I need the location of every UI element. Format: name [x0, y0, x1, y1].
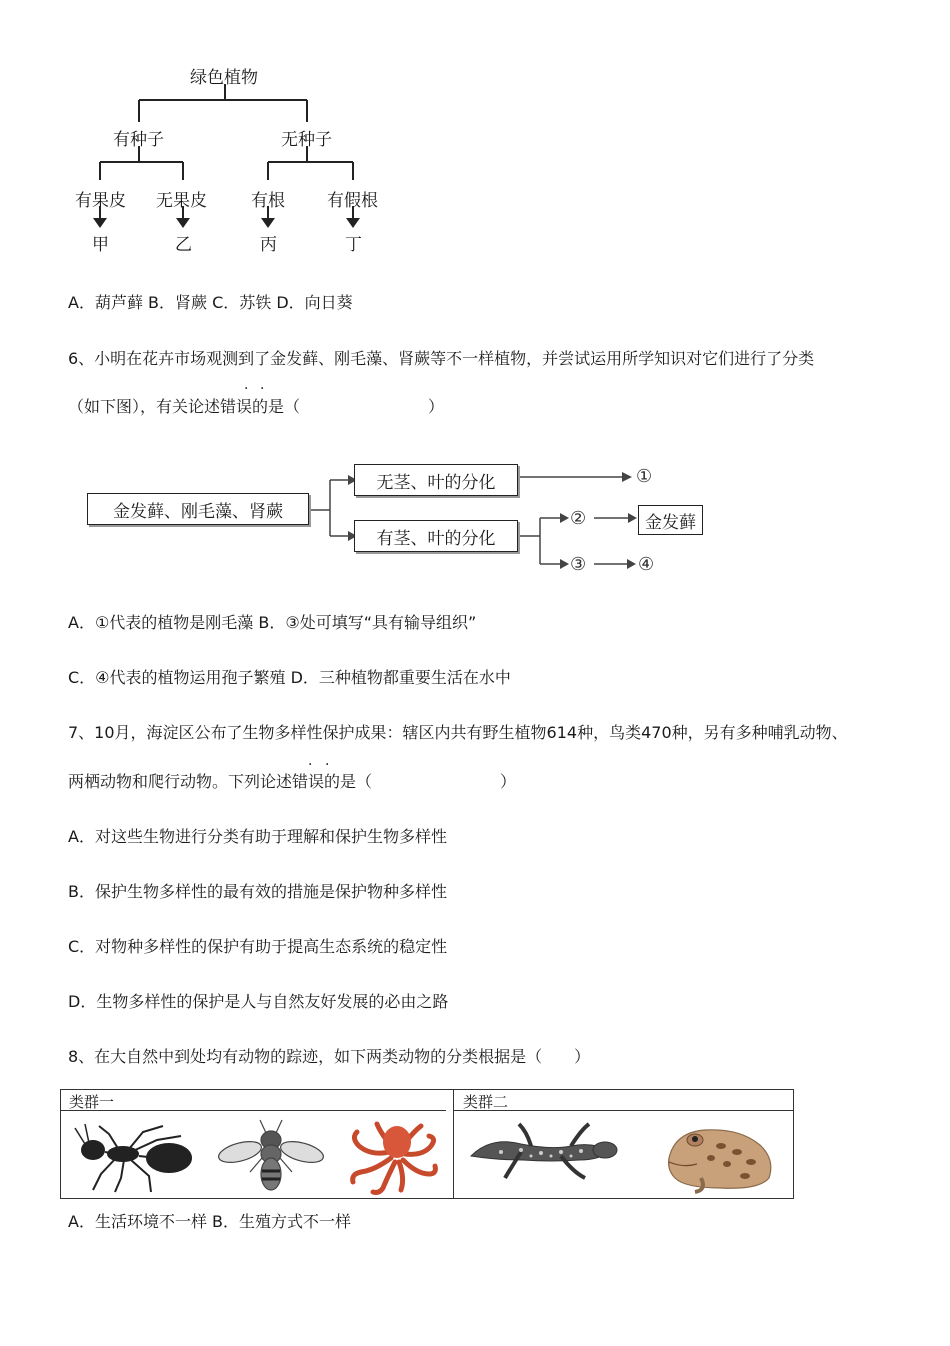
q7-option-b: B．保护生物多样性的最有效的措施是保护物种多样性 — [68, 882, 447, 901]
tree-leaf-jia: 甲 — [92, 235, 109, 255]
q6-result-box: 金发藓 — [638, 505, 703, 535]
q7-option-a: A．对这些生物进行分类有助于理解和保护生物多样性 — [68, 827, 447, 846]
table-divider — [61, 1110, 446, 1111]
tree-leaf-bing: 丙 — [260, 235, 277, 255]
q7-stem-line1: 7、10月，海淀区公布了生物多样性保护成果：辖区内共有野生植物614种，鸟类470种，另有多种哺乳动物、 — [68, 723, 848, 742]
q6-no-stem-leaf-box: 无茎、叶的分化 — [354, 464, 518, 496]
tree-seed-label: 有种子 — [113, 130, 164, 150]
q6-node-3: ③ — [570, 554, 587, 575]
q6-stem-line2: （如下图），有关论述错误的是（ ） — [68, 397, 445, 416]
q7-stem-line2: 两栖动物和爬行动物。下列论述错误的是（ ） — [68, 772, 517, 791]
q8-options-line1: A．生活环境不一样 B．生殖方式不一样 — [68, 1212, 352, 1231]
gecko-image — [461, 1116, 621, 1196]
tree-pericarp-label: 有果皮 — [75, 191, 126, 211]
bee-image — [216, 1116, 326, 1196]
q8-animal-table — [60, 1089, 794, 1199]
octopus-image — [343, 1112, 443, 1196]
table-divider — [453, 1090, 454, 1198]
q7-option-d: D．生物多样性的保护是人与自然友好发展的必由之路 — [68, 992, 449, 1011]
emphasis-dot: · — [325, 757, 330, 773]
tree-no-seed-label: 无种子 — [281, 130, 332, 150]
q6-node-2: ② — [570, 508, 587, 529]
q6-source-box: 金发藓、刚毛藻、肾蕨 — [87, 493, 309, 525]
q6-stem-leaf-box: 有茎、叶的分化 — [354, 520, 518, 552]
q6-options-line1: A．①代表的植物是刚毛藻 B．③处可填写“具有输导组织” — [68, 613, 477, 632]
q5-options: A．葫芦藓 B．肾蕨 C．苏铁 D．向日葵 — [68, 293, 353, 312]
q6-node-4: ④ — [638, 554, 655, 575]
q6-options-line2: C．④代表的植物运用孢子繁殖 D．三种植物都重要生活在水中 — [68, 668, 511, 687]
emphasis-dot: · — [244, 381, 249, 397]
tree-no-pericarp-label: 无果皮 — [156, 191, 207, 211]
q7-option-c: C．对物种多样性的保护有助于提高生态系统的稳定性 — [68, 937, 448, 956]
emphasis-dot: · — [260, 381, 265, 397]
tree-leaf-yi: 乙 — [175, 235, 192, 255]
q8-stem: 8、在大自然中到处均有动物的踪迹，如下两类动物的分类根据是（ ） — [68, 1047, 591, 1066]
q6-node-1: ① — [636, 466, 653, 487]
q6-stem-line1: 6、小明在花卉市场观测到了金发藓、刚毛藻、肾蕨等不一样植物，并尝试运用所学知识对它们进行了分类 — [68, 349, 815, 368]
group2-label: 类群二 — [463, 1093, 509, 1111]
frog-image — [661, 1118, 777, 1194]
tree-leaf-ding: 丁 — [345, 235, 362, 255]
tree-false-root-label: 有假根 — [327, 191, 378, 211]
ant-image — [71, 1118, 201, 1194]
tree-root-organ-label: 有根 — [251, 191, 285, 211]
emphasis-dot: · — [308, 757, 313, 773]
tree-root-label: 绿色植物 — [190, 68, 258, 88]
group1-label: 类群一 — [69, 1093, 115, 1111]
